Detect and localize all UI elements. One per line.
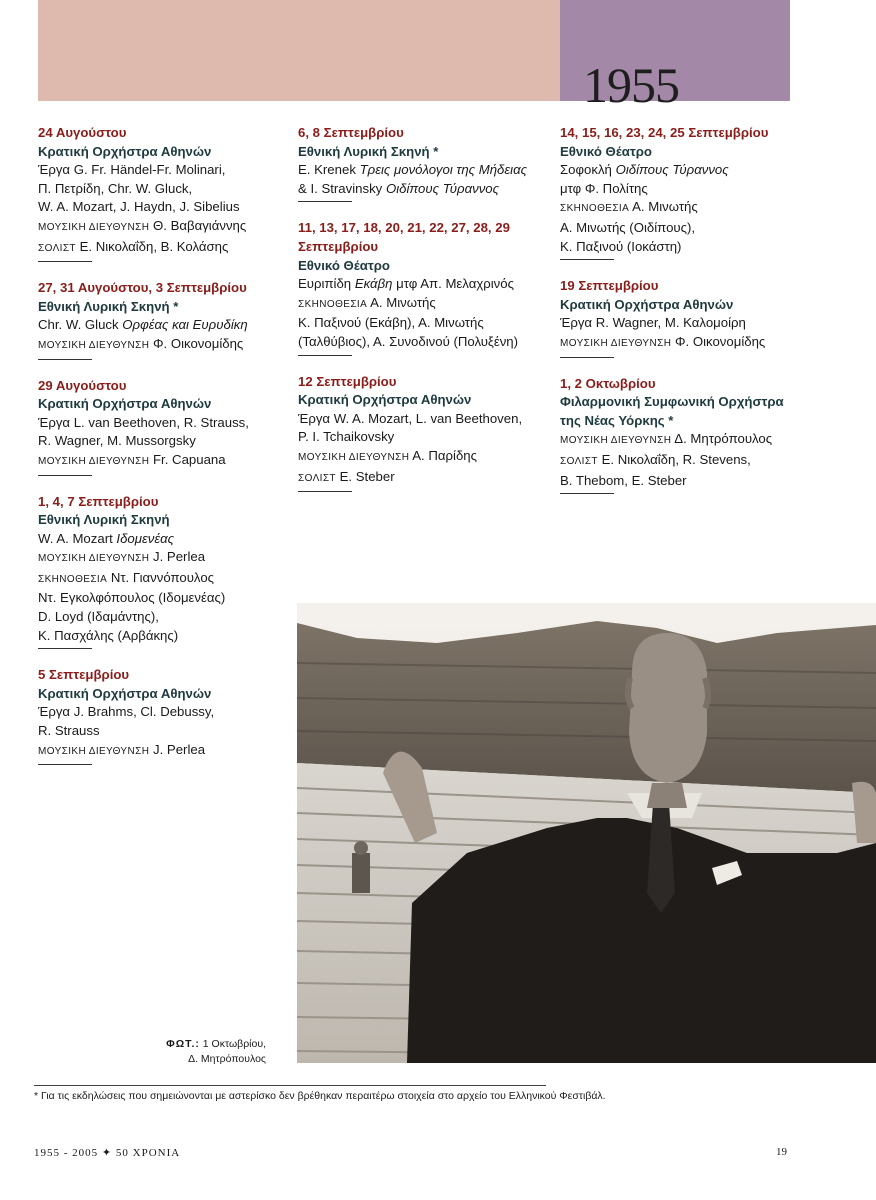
- credit-line: [38, 722, 288, 741]
- program-entry: [560, 124, 860, 260]
- credit-line: [298, 410, 553, 429]
- program-entry: [298, 373, 553, 493]
- credit-line: [560, 314, 860, 333]
- credit-text: Α. Παρίδης: [412, 447, 477, 463]
- credit-line: [38, 548, 288, 569]
- conductor-photo: [297, 603, 876, 1063]
- credit-line: [560, 430, 860, 451]
- credit-text: Ε. Νικολαΐδη, Β. Κολάσης: [79, 238, 229, 254]
- program-entry: [298, 124, 553, 202]
- performing-organization: Εθνικό Θέατρο: [560, 143, 652, 159]
- credit-line: [298, 161, 553, 180]
- performing-organization: Εθνική Λυρική Σκηνή: [38, 512, 170, 528]
- credit-line: [560, 238, 860, 257]
- caption-label: ΦΩΤ.:: [166, 1038, 200, 1050]
- credit-text: Φ. Οικονομίδης: [153, 335, 244, 351]
- credit-line: [38, 530, 288, 549]
- credit-text: P. I. Tchaikovsky: [298, 429, 395, 445]
- credit-line: [38, 335, 288, 356]
- credit-line: [38, 608, 288, 627]
- credit-text: Έργα R. Wagner, Μ. Καλομοίρη: [560, 315, 746, 331]
- credit-line: [38, 432, 288, 451]
- event-date: 11, 13, 17, 18, 20, 21, 22, 27, 28, 29: [298, 220, 510, 236]
- credit-role: ΣΚΗΝΟΘΕΣΙΑ: [298, 298, 368, 310]
- performing-organization-continued: της Νέας Υόρκης *: [560, 412, 674, 428]
- credit-line: [38, 316, 288, 335]
- credit-line: [38, 627, 288, 646]
- performing-organization: Κρατική Ορχήστρα Αθηνών: [298, 392, 472, 408]
- footer-running-title: 1955 - 2005 ✦ 50 ΧΡΟΝΙΑ: [34, 1147, 181, 1159]
- credit-role: ΜΟΥΣΙΚΗ ΔΙΕΥΘΥΝΣΗ: [38, 745, 150, 757]
- header-band-pink: [38, 0, 560, 101]
- credit-text: Έργα L. van Beethoven, R. Strauss,: [38, 414, 249, 430]
- credit-role: ΜΟΥΣΙΚΗ ΔΙΕΥΘΥΝΣΗ: [38, 339, 150, 351]
- year-title: 1955: [583, 57, 679, 113]
- credit-text: Chr. W. Gluck: [38, 317, 119, 333]
- credit-role: ΜΟΥΣΙΚΗ ΔΙΕΥΘΥΝΣΗ: [298, 451, 410, 463]
- work-title: Οιδίπους Τύραννος: [385, 180, 500, 196]
- entry-divider: [298, 201, 352, 202]
- credit-line: [560, 451, 860, 472]
- event-date: 6, 8 Σεπτεμβρίου: [298, 125, 404, 140]
- credit-line: [38, 414, 288, 433]
- credit-role: ΜΟΥΣΙΚΗ ΔΙΕΥΘΥΝΣΗ: [38, 553, 150, 565]
- credit-line: [560, 161, 860, 180]
- credit-role: ΜΟΥΣΙΚΗ ΔΙΕΥΘΥΝΣΗ: [38, 455, 150, 467]
- program-entry: [298, 219, 553, 355]
- credit-line: [298, 333, 553, 352]
- entry-divider: [38, 475, 92, 476]
- credit-text: Α. Μινωτής: [632, 199, 698, 215]
- credit-text: Κ. Πασχάλης (Αρβάκης): [38, 627, 179, 643]
- event-date: 24 Αυγούστου: [38, 125, 127, 140]
- footnote-rule: [34, 1085, 546, 1086]
- footnote: * Για τις εκδηλώσεις που σημειώνονται με αστερίσκο δεν βρέθηκαν περαιτέρω στοιχεία στο αρχείο του Ελληνικού Φεστιβάλ.: [34, 1090, 606, 1102]
- credit-line: [38, 569, 288, 590]
- credit-text: D. Loyd (Ιδαμάντης),: [38, 609, 159, 625]
- performing-organization: Εθνική Λυρική Σκηνή *: [38, 298, 179, 314]
- credit-line: [298, 314, 553, 333]
- credit-line: [560, 472, 860, 491]
- credit-text: Σοφοκλή: [560, 162, 612, 178]
- credit-text: R. Strauss: [38, 723, 100, 739]
- event-date-continued: Σεπτεμβρίου: [298, 238, 379, 254]
- credit-line: [560, 333, 860, 354]
- credit-role: ΣΚΗΝΟΘΕΣΙΑ: [38, 573, 108, 585]
- work-title: Ιδομενέας: [116, 530, 175, 546]
- event-date: 5 Σεπτεμβρίου: [38, 667, 130, 683]
- credit-role: ΣΚΗΝΟΘΕΣΙΑ: [560, 203, 630, 215]
- credit-text: Π. Πετρίδη, Chr. W. Gluck,: [38, 180, 193, 196]
- page-number: 19: [776, 1146, 787, 1158]
- credit-line: [298, 180, 553, 199]
- work-title: Τρεις μονόλογοι της Μήδειας: [359, 162, 528, 178]
- entry-divider: [298, 491, 352, 492]
- credit-line: [560, 198, 860, 219]
- credit-line: [38, 180, 288, 199]
- caption-line-2: Δ. Μητρόπουλος: [188, 1053, 266, 1065]
- event-date: 1, 4, 7 Σεπτεμβρίου: [38, 493, 159, 509]
- performing-organization: Φιλαρμονική Συμφωνική Ορχήστρα: [560, 394, 784, 410]
- performing-organization: Κρατική Ορχήστρα Αθηνών: [560, 296, 734, 312]
- credit-text: E. Steber: [339, 468, 395, 484]
- program-column-3: [560, 124, 860, 511]
- credit-line: [38, 198, 288, 217]
- credit-text: Α. Μινωτής: [370, 294, 436, 310]
- photo-caption: [120, 1037, 266, 1067]
- credit-role: ΣΟΛΙΣΤ: [38, 242, 76, 254]
- credit-text: Φ. Οικονομίδης: [675, 333, 766, 349]
- program-column-2: [298, 124, 553, 509]
- credit-text: (Ταλθύβιος), Α. Συνοδινού (Πολυξένη): [298, 333, 519, 349]
- credit-line: [560, 219, 860, 238]
- credit-role: ΜΟΥΣΙΚΗ ΔΙΕΥΘΥΝΣΗ: [38, 221, 150, 233]
- credit-text: Δ. Μητρόπουλος: [674, 431, 773, 447]
- credit-text: Κ. Παξινού (Εκάβη), Α. Μινωτής: [298, 315, 484, 331]
- credit-line: [560, 180, 860, 199]
- program-entry: [38, 124, 288, 262]
- work-title: Οιδίπους Τύραννος: [615, 162, 729, 178]
- credit-line: [298, 447, 553, 468]
- credit-text: & I. Stravinsky: [298, 180, 383, 196]
- performing-organization: Κρατική Ορχήστρα Αθηνών: [38, 685, 212, 701]
- credit-text: W. A. Mozart: [38, 530, 113, 546]
- credit-text: E. Krenek: [298, 162, 356, 178]
- performing-organization: Κρατική Ορχήστρα Αθηνών: [38, 143, 212, 159]
- entry-divider: [38, 359, 92, 360]
- credit-text: Θ. Βαβαγιάννης: [153, 217, 247, 233]
- credit-text: Ε. Νικολαΐδη, R. Stevens,: [601, 451, 751, 467]
- entry-divider: [38, 648, 92, 649]
- credit-text: Α. Μινωτής (Οιδίπους),: [560, 219, 696, 235]
- credit-line: [38, 741, 288, 762]
- program-entry: [38, 377, 288, 476]
- work-title: Ορφέας και Ευρυδίκη: [122, 317, 248, 333]
- program-entry: [38, 279, 288, 359]
- entry-divider: [38, 261, 92, 262]
- credit-line: [298, 294, 553, 315]
- entry-divider: [560, 259, 614, 260]
- credit-text: Έργα G. Fr. Händel-Fr. Molinari,: [38, 162, 226, 178]
- credit-text: B. Thebom, E. Steber: [560, 472, 687, 488]
- credit-line: [298, 275, 553, 294]
- caption-line-1: 1 Οκτωβρίου,: [202, 1038, 266, 1050]
- program-entry: [560, 375, 860, 495]
- credit-text: J. Perlea: [153, 741, 206, 757]
- credit-line: [298, 468, 553, 489]
- credit-role: ΣΟΛΙΣΤ: [298, 472, 336, 484]
- event-date: 19 Σεπτεμβρίου: [560, 278, 659, 294]
- credit-text: R. Wagner, M. Mussorgsky: [38, 433, 196, 449]
- credit-text: μτφ Απ. Μελαχρινός: [396, 276, 514, 292]
- entry-divider: [560, 357, 614, 358]
- credit-text: Κ. Παξινού (Ιοκάστη): [560, 238, 682, 254]
- performing-organization: Εθνική Λυρική Σκηνή *: [298, 143, 439, 159]
- credit-line: [38, 589, 288, 608]
- event-date: 1, 2 Οκτωβρίου: [560, 375, 656, 391]
- event-date: 14, 15, 16, 23, 24, 25 Σεπτεμβρίου: [560, 125, 769, 140]
- credit-line: [38, 703, 288, 722]
- credit-line: [38, 161, 288, 180]
- program-entry: [38, 493, 288, 650]
- credit-line: [38, 217, 288, 238]
- credit-text: W. A. Mozart, J. Haydn, J. Sibelius: [38, 199, 240, 215]
- credit-text: J. Perlea: [153, 549, 206, 565]
- credit-role: ΣΟΛΙΣΤ: [560, 455, 598, 467]
- credit-line: [38, 451, 288, 472]
- credit-text: Ευριπίδη: [298, 276, 352, 292]
- credit-line: [298, 428, 553, 447]
- event-date: 12 Σεπτεμβρίου: [298, 373, 397, 389]
- program-entry: [38, 666, 288, 765]
- credit-text: Έργα W. A. Mozart, L. van Beethoven,: [298, 410, 523, 426]
- credit-text: Ντ. Γιαννόπουλος: [110, 569, 215, 585]
- credit-text: Fr. Capuana: [153, 451, 226, 467]
- event-date: 29 Αυγούστου: [38, 377, 127, 393]
- credit-text: Ντ. Εγκολφόπουλος (Ιδομενέας): [38, 590, 226, 606]
- entry-divider: [298, 355, 352, 356]
- program-column-1: [38, 124, 288, 782]
- credit-role: ΜΟΥΣΙΚΗ ΔΙΕΥΘΥΝΣΗ: [560, 337, 672, 349]
- credit-role: ΜΟΥΣΙΚΗ ΔΙΕΥΘΥΝΣΗ: [560, 435, 672, 447]
- credit-line: [38, 238, 288, 259]
- event-date: 27, 31 Αυγούστου, 3 Σεπτεμβρίου: [38, 280, 247, 296]
- work-title: Εκάβη: [354, 276, 393, 292]
- entry-divider: [560, 493, 614, 494]
- performing-organization: Εθνικό Θέατρο: [298, 257, 390, 273]
- performing-organization: Κρατική Ορχήστρα Αθηνών: [38, 396, 212, 412]
- credit-text: μτφ Φ. Πολίτης: [560, 180, 648, 196]
- entry-divider: [38, 764, 92, 765]
- program-entry: [560, 277, 860, 357]
- credit-text: Έργα J. Brahms, Cl. Debussy,: [38, 704, 215, 720]
